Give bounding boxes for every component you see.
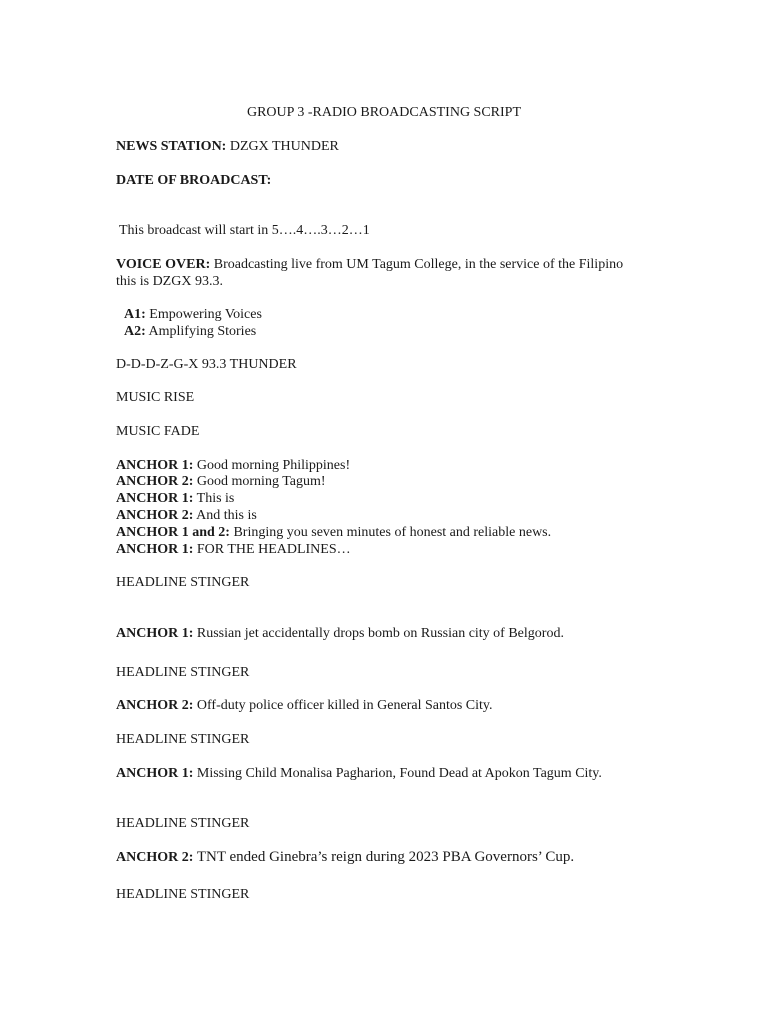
- document-title: GROUP 3 -RADIO BROADCASTING SCRIPT: [246, 105, 522, 120]
- tagline-text: Empowering Voices: [145, 307, 262, 322]
- speaker-label: ANCHOR 1 and 2:: [116, 525, 230, 540]
- headline-item: [116, 849, 574, 866]
- date-of-broadcast-line: [116, 172, 271, 189]
- dialogue-line: [116, 507, 257, 524]
- speaker-label: ANCHOR 2:: [116, 850, 194, 865]
- dialogue-line: [116, 473, 326, 490]
- headline-text: Missing Child Monalisa Pagharion, Found Dead at Apokon Tagum City.: [193, 766, 602, 781]
- dialogue-text: And this is: [193, 508, 257, 523]
- countdown-line: This broadcast will start in 5….4….3…2…1: [119, 223, 370, 238]
- tagline-a1: [124, 306, 262, 323]
- headline-stinger-cue: HEADLINE STINGER: [116, 665, 250, 680]
- tagline-text: Amplifying Stories: [145, 324, 257, 339]
- tagline-speaker: A1:: [124, 307, 146, 322]
- headline-item: [116, 765, 631, 782]
- speaker-label: ANCHOR 1:: [116, 626, 194, 641]
- dialogue-line: [116, 490, 234, 507]
- headline-item: [116, 625, 564, 642]
- voice-over-paragraph: [116, 256, 636, 290]
- dialogue-line: [116, 524, 551, 541]
- dialogue-text: Good morning Philippines!: [193, 458, 351, 473]
- tagline-speaker: A2:: [124, 324, 146, 339]
- headline-item: [116, 697, 493, 714]
- speaker-label: ANCHOR 2:: [116, 508, 194, 523]
- music-fade-cue: MUSIC FADE: [116, 424, 200, 439]
- station-id-cue: D-D-D-Z-G-X 93.3 THUNDER: [116, 357, 297, 372]
- dialogue-text: FOR THE HEADLINES…: [193, 542, 351, 557]
- date-of-broadcast-label: DATE OF BROADCAST:: [116, 173, 272, 188]
- dialogue-text: This is: [193, 491, 235, 506]
- headline-stinger-cue: HEADLINE STINGER: [116, 575, 250, 590]
- speaker-label: ANCHOR 2:: [116, 474, 194, 489]
- tagline-a2: [124, 323, 256, 340]
- speaker-label: ANCHOR 1:: [116, 458, 194, 473]
- music-rise-cue: MUSIC RISE: [116, 390, 195, 405]
- dialogue-text: Bringing you seven minutes of honest and reliable news.: [229, 525, 552, 540]
- dialogue-text: Good morning Tagum!: [193, 474, 326, 489]
- headline-stinger-cue: HEADLINE STINGER: [116, 732, 250, 747]
- news-station-label: NEWS STATION:: [116, 139, 227, 154]
- news-station-value: DZGX THUNDER: [226, 139, 339, 154]
- headline-stinger-cue: HEADLINE STINGER: [116, 887, 250, 902]
- speaker-label: ANCHOR 1:: [116, 491, 194, 506]
- voice-over-label: VOICE OVER:: [116, 257, 211, 272]
- headline-text: Russian jet accidentally drops bomb on Russian city of Belgorod.: [193, 626, 564, 641]
- speaker-label: ANCHOR 1:: [116, 542, 194, 557]
- speaker-label: ANCHOR 1:: [116, 766, 194, 781]
- headline-text: TNT ended Ginebra’s reign during 2023 PBA Governors’ Cup.: [193, 849, 575, 865]
- dialogue-line: [116, 457, 350, 474]
- speaker-label: ANCHOR 2:: [116, 698, 194, 713]
- dialogue-line: [116, 541, 351, 558]
- headline-stinger-cue: HEADLINE STINGER: [116, 816, 250, 831]
- news-station-line: [116, 138, 339, 155]
- voice-over-text: Broadcasting live from UM Tagum College, in the service of the Filipino this is DZGX 93.3.: [116, 257, 624, 289]
- headline-text: Off-duty police officer killed in General Santos City.: [193, 698, 493, 713]
